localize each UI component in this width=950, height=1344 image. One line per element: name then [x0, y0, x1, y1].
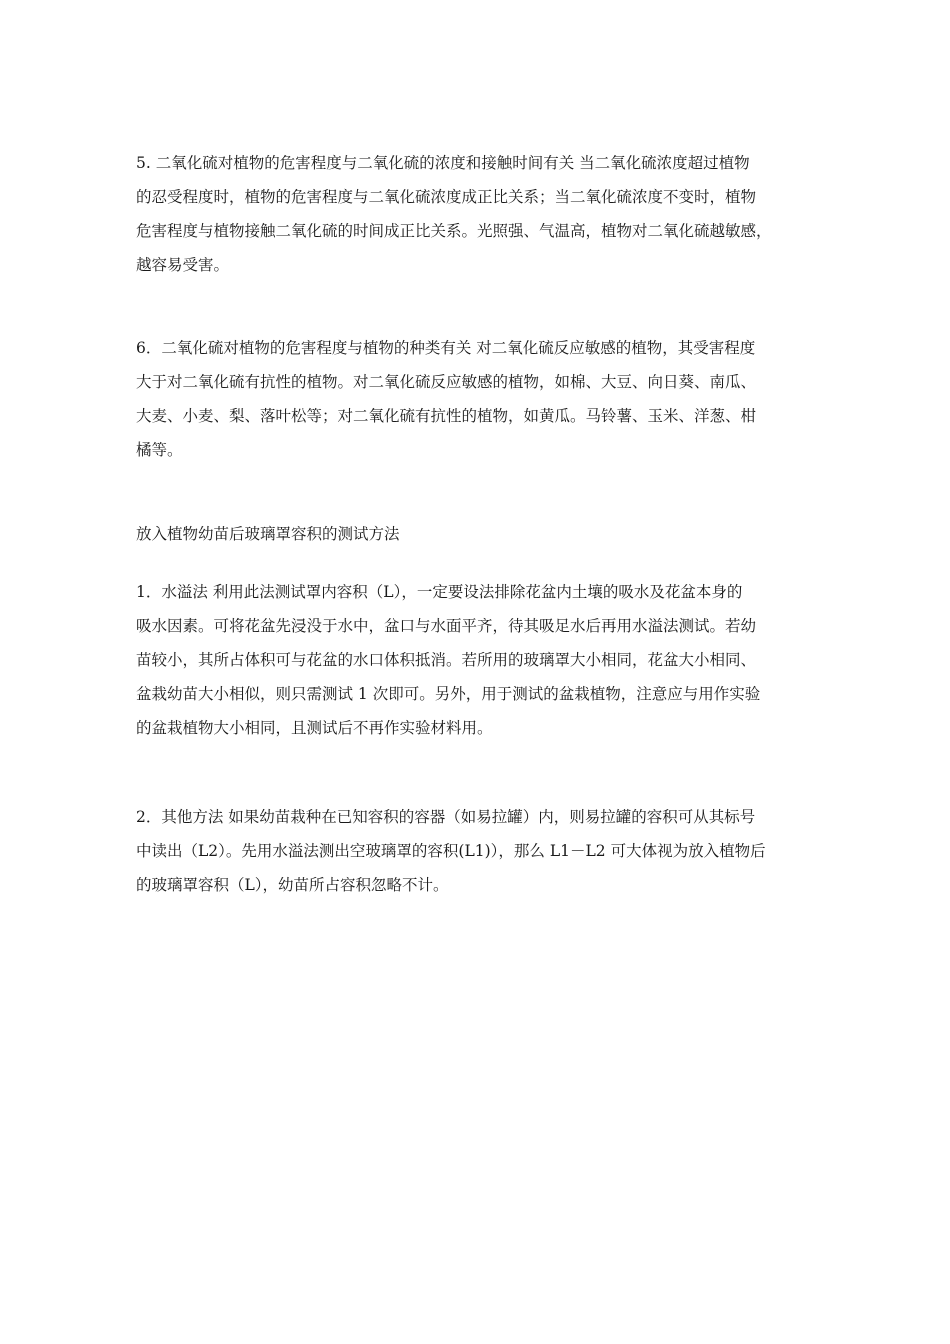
text-line: 苗较小，其所占体积可与花盆的水口体积抵消。若所用的玻璃罩大小相同，花盆大小相同、 [136, 651, 757, 669]
text-line: 大于对二氧化硫有抗性的植物。对二氧化硫反应敏感的植物，如棉、大豆、向日葵、南瓜、 [136, 373, 757, 391]
text-line: 吸水因素。可将花盆先浸没于水中，盆口与水面平齐，待其吸足水后再用水溢法测试。若幼 [136, 617, 757, 635]
text-line: 5. 二氧化硫对植物的危害程度与二氧化硫的浓度和接触时间有关 当二氧化硫浓度超过植物 [136, 154, 750, 172]
section-heading [136, 517, 826, 551]
paragraph-2-other-methods [136, 800, 826, 902]
paragraph-5-so2-concentration [136, 146, 826, 282]
text-line: 的忍受程度时，植物的危害程度与二氧化硫浓度成正比关系；当二氧化硫浓度不变时，植物 [136, 188, 757, 206]
text-line: 盆栽幼苗大小相似，则只需测试 1 次即可。另外，用于测试的盆栽植物，注意应与用作实验 [136, 685, 761, 703]
text-line: 的玻璃罩容积（L），幼苗所占容积忽略不计。 [136, 876, 449, 894]
text-line: 2．其他方法 如果幼苗栽种在已知容积的容器（如易拉罐）内，则易拉罐的容积可从其标号 [136, 808, 756, 826]
text-line: 大麦、小麦、梨、落叶松等；对二氧化硫有抗性的植物，如黄瓜。马铃薯、玉米、洋葱、柑 [136, 407, 757, 425]
text-line: 6．二氧化硫对植物的危害程度与植物的种类有关 对二氧化硫反应敏感的植物，其受害程度 [136, 339, 756, 357]
text-line: 危害程度与植物接触二氧化硫的时间成正比关系。光照强、气温高，植物对二氧化硫越敏感， [136, 222, 772, 240]
section-heading-text: 放入植物幼苗后玻璃罩容积的测试方法 [136, 525, 400, 543]
paragraph-6-plant-species [136, 331, 826, 467]
text-line: 中读出（L2）。先用水溢法测出空玻璃罩的容积(L1)），那么 L1－L2 可大体视为放入植物后 [136, 842, 766, 860]
text-line: 的盆栽植物大小相同，且测试后不再作实验材料用。 [136, 719, 493, 737]
paragraph-1-water-overflow-method [136, 575, 826, 745]
text-line: 橘等。 [136, 441, 183, 459]
text-line: 越容易受害。 [136, 256, 230, 274]
text-line: 1．水溢法 利用此法测试罩内容积（L），一定要设法排除花盆内土壤的吸水及花盆本身的 [136, 583, 743, 601]
